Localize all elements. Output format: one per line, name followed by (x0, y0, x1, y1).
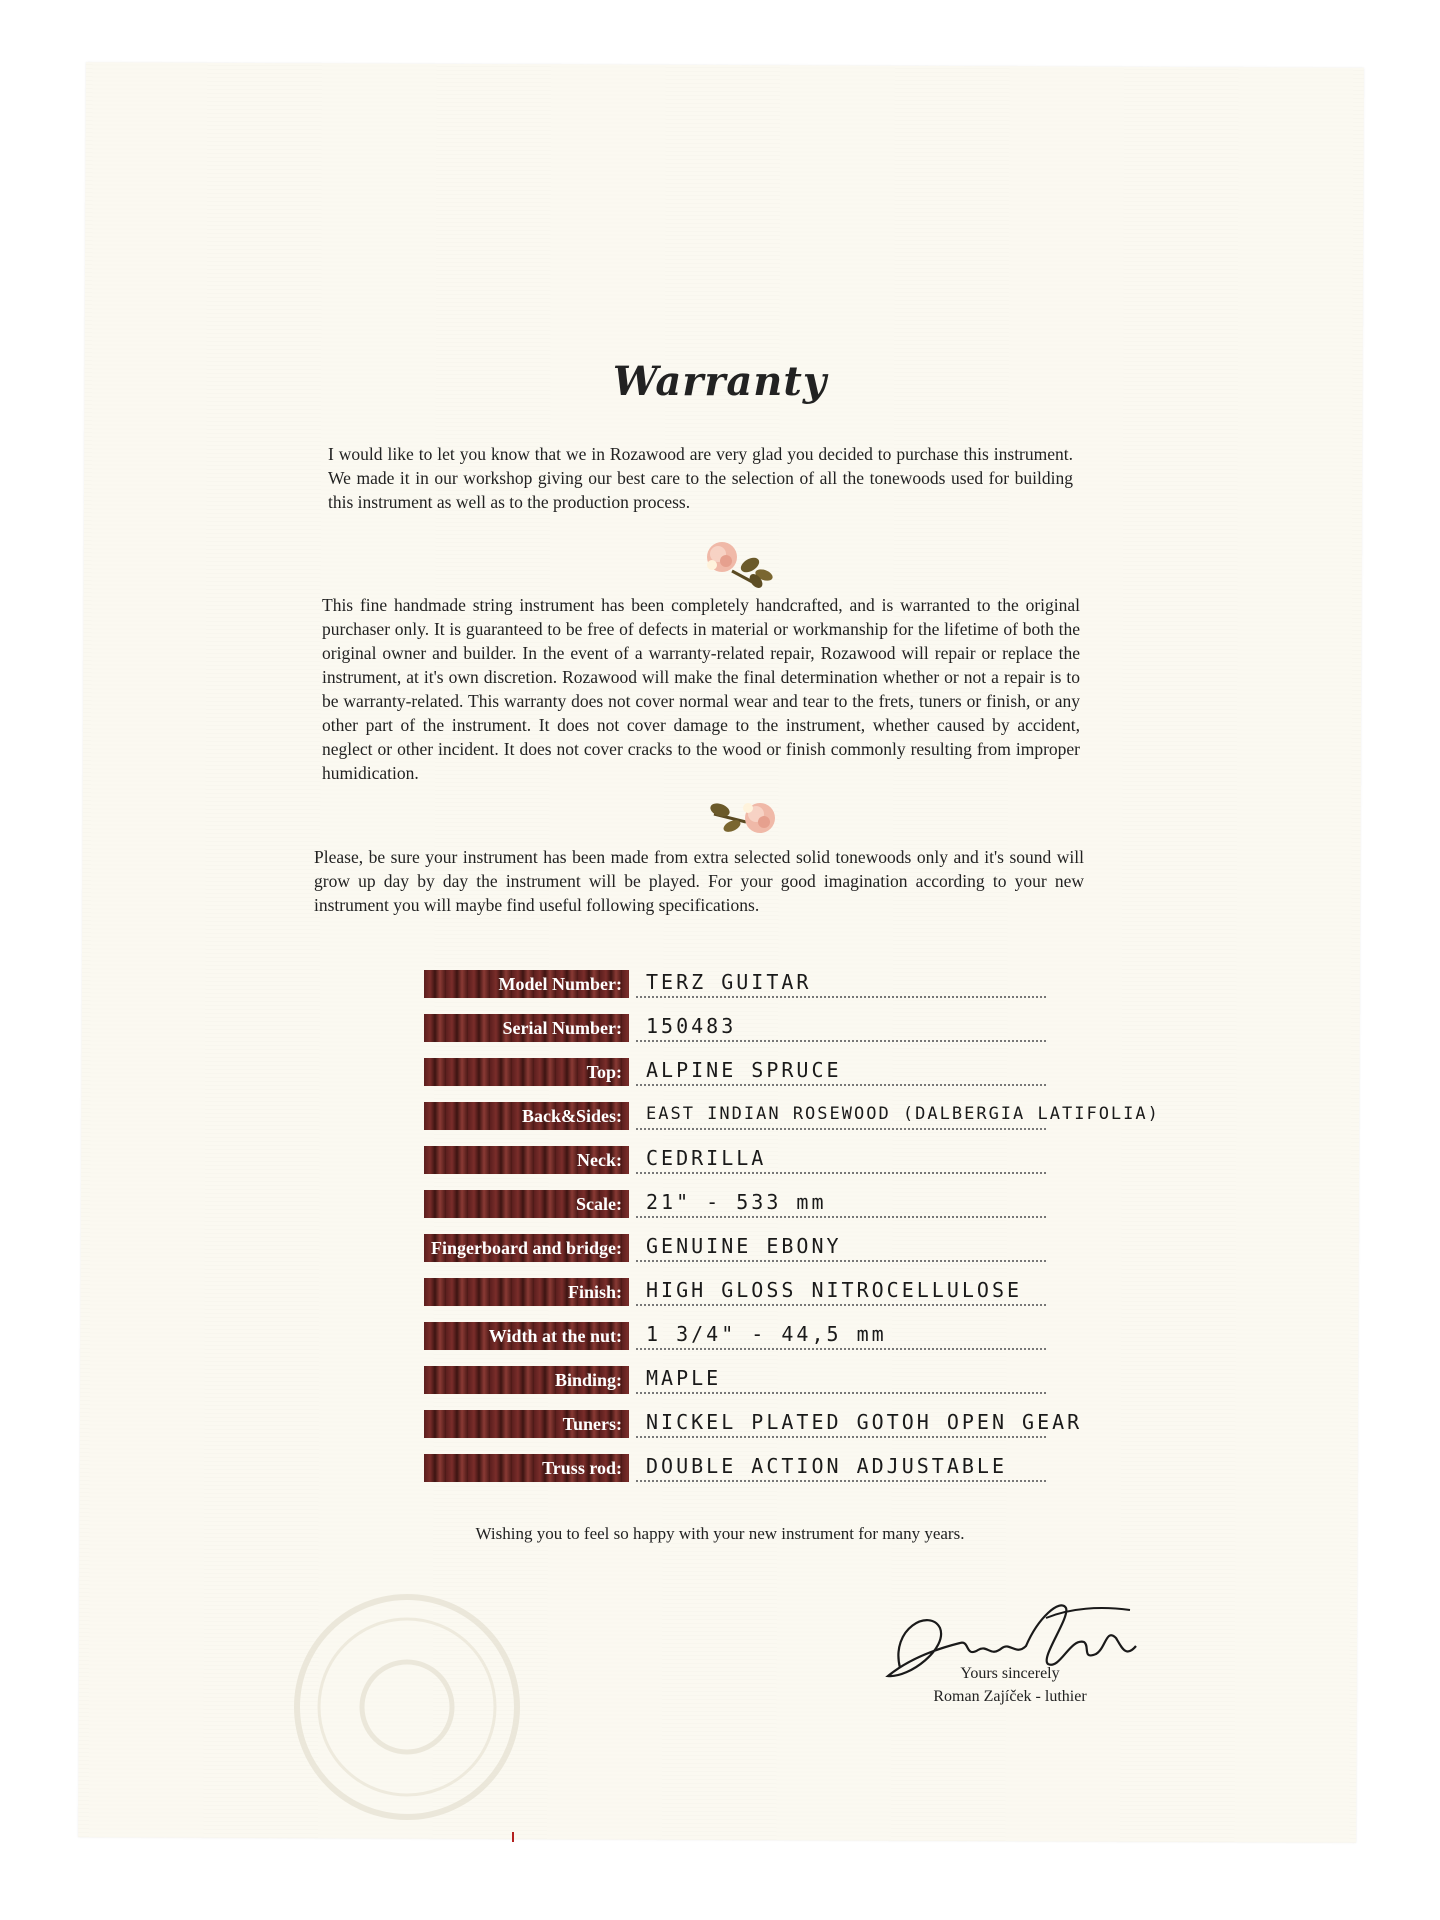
spec-value: TERZ GUITAR (636, 966, 1046, 998)
spec-label: Back&Sides: (424, 1102, 629, 1130)
spec-row-back-sides (424, 1102, 1244, 1130)
spec-label: Width at the nut: (424, 1322, 629, 1350)
spec-label: Neck: (424, 1146, 629, 1174)
spec-label: Tuners: (424, 1410, 629, 1438)
spec-value: CEDRILLA (636, 1142, 1046, 1174)
spec-row-serial-number (424, 1014, 1244, 1042)
spec-label: Finish: (424, 1278, 629, 1306)
sign-off-line: Yours sincerely (960, 1665, 1060, 1682)
spec-row-model-number (424, 970, 1244, 998)
spec-row-fingerboard-bridge (424, 1234, 1244, 1262)
signer-name: Roman Zajíček - luthier (933, 1688, 1087, 1705)
spec-value: GENUINE EBONY (636, 1230, 1046, 1262)
spec-value: DOUBLE ACTION ADJUSTABLE (636, 1450, 1046, 1482)
spec-label: Top: (424, 1058, 629, 1086)
spec-label: Fingerboard and bridge: (424, 1234, 629, 1262)
spec-row-top (424, 1058, 1244, 1086)
spec-row-truss-rod (424, 1454, 1244, 1482)
spec-value: HIGH GLOSS NITROCELLULOSE (636, 1274, 1046, 1306)
spec-row-binding (424, 1366, 1244, 1394)
spec-row-scale (424, 1190, 1244, 1218)
spec-value: 21" - 533 mm (636, 1186, 1046, 1218)
spec-label: Model Number: (424, 970, 629, 998)
sign-off (890, 1662, 1130, 1708)
spec-row-width-at-nut (424, 1322, 1244, 1350)
intro-paragraph: I would like to let you know that we in Rozawood are very glad you decided to purchase this instrument. We made it in our workshop giving our best care to the selection of all the tonewoods used for building this instrument as well as to the production process. (328, 444, 1073, 512)
spec-label: Binding: (424, 1366, 629, 1394)
spec-label: Serial Number: (424, 1014, 629, 1042)
spec-label: Truss rod: (424, 1454, 629, 1482)
warranty-terms-paragraph: This fine handmade string instrument has been completely handcrafted, and is warranted to the original purchaser only. It is guaranteed to be free of defects in material or workmanship for the lifetime of both the original owner and builder. In the event of a warranty-related repair, Rozawood will repair or replace the instrument, at it's own discretion. Rozawood will make the final determination whether or not a repair is to be warranty-related. This warranty does not cover normal wear and tear to the frets, tuners or finish, or any other part of the instrument. It does not cover damage to the instrument, whether caused by accident, neglect or other incident. It does not cover cracks to the wood or finish commonly resulting from improper humidication. (322, 595, 1080, 783)
spec-row-tuners (424, 1410, 1244, 1438)
spec-value: 1 3/4" - 44,5 mm (636, 1318, 1046, 1350)
spec-row-neck (424, 1146, 1244, 1174)
closing-message: Wishing you to feel so happy with your new instrument for many years. (475, 1524, 965, 1543)
spec-label: Scale: (424, 1190, 629, 1218)
spec-value: MAPLE (636, 1362, 1046, 1394)
spec-value: NICKEL PLATED GOTOH OPEN GEAR (636, 1406, 1046, 1438)
specifications-intro-paragraph: Please, be sure your instrument has been made from extra selected solid tonewoods only and it's sound will grow up day by day the instrument will be played. For your good imagination according to your new instrument you will maybe find useful following specifications. (314, 847, 1084, 915)
spec-value: ALPINE SPRUCE (636, 1054, 1046, 1086)
spec-value: EAST INDIAN ROSEWOOD (DALBERGIA LATIFOLIA) (636, 1098, 1046, 1130)
warranty-document (78, 62, 1364, 1843)
spec-value: 150483 (636, 1010, 1046, 1042)
rose-ornament-icon (702, 792, 792, 848)
embossed-seal-icon (282, 1582, 532, 1832)
rose-ornament-icon (692, 535, 782, 591)
spec-row-finish (424, 1278, 1244, 1306)
document-title: Warranty (612, 358, 828, 405)
red-mark (512, 1832, 514, 1842)
